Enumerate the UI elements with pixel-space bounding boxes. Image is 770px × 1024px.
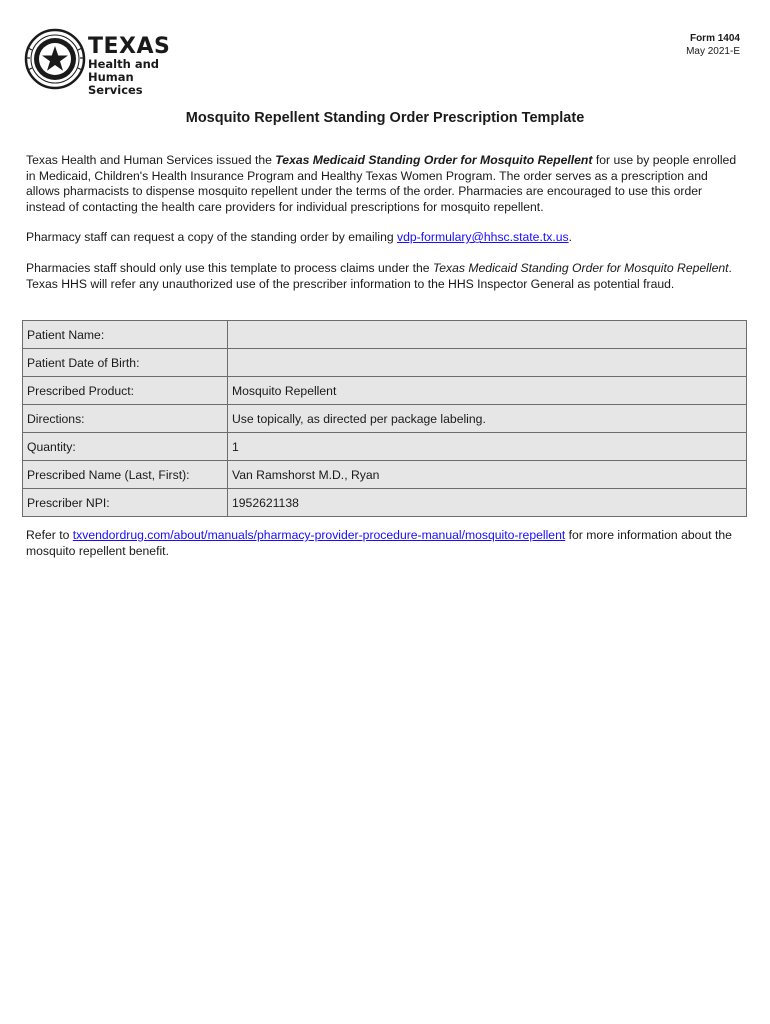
table-row xyxy=(23,377,747,405)
quantity-field[interactable]: 1 xyxy=(228,433,747,461)
warning-before: Pharmacies staff should only use this template to process claims under the xyxy=(26,261,433,275)
footer-before: Refer to xyxy=(26,528,73,542)
request-paragraph xyxy=(26,230,742,246)
warning-order-name: Texas Medicaid Standing Order for Mosquito Repellent xyxy=(432,261,729,275)
intro-before: Texas Health and Human Services issued the xyxy=(26,153,276,167)
intro-paragraph xyxy=(26,153,742,215)
table-row xyxy=(23,405,747,433)
texas-hhs-logo xyxy=(24,28,194,98)
request-before: Pharmacy staff can request a copy of the standing order by emailing xyxy=(26,230,398,244)
intro-after: for use by people enrolled in Medicaid, Children's Health Insurance Program and Healthy Texas Women Program. The order serves as a prescription and allows pharmacists to dispense mosquito repellent under the terms of the order. Pharmacies are encouraged to use this order instead of contacting the health care providers for individual prescriptions for mosquito repellent. xyxy=(26,153,737,214)
row-label: Prescribed Product: xyxy=(23,377,228,405)
prescriber-name-field[interactable]: Van Ramshorst M.D., Ryan xyxy=(228,461,747,489)
footer-paragraph xyxy=(26,528,742,559)
table-row xyxy=(23,461,747,489)
row-label: Prescriber NPI: xyxy=(23,489,228,517)
table-row xyxy=(23,489,747,517)
patient-name-field[interactable] xyxy=(228,321,747,349)
logo-wordmark xyxy=(88,36,194,97)
row-label: Quantity: xyxy=(23,433,228,461)
intro-order-name: Texas Medicaid Standing Order for Mosquito Repellent xyxy=(275,153,593,167)
row-label: Patient Date of Birth: xyxy=(23,349,228,377)
row-label: Prescribed Name (Last, First): xyxy=(23,461,228,489)
table-row xyxy=(23,433,747,461)
request-after: . xyxy=(568,230,572,244)
prescription-table xyxy=(22,320,747,517)
row-label: Directions: xyxy=(23,405,228,433)
form-date: May 2021-E xyxy=(686,46,740,57)
manual-link[interactable]: txvendordrug.com/about/manuals/pharmacy-provider-procedure-manual/mosquito-repellent xyxy=(72,528,566,542)
patient-dob-field[interactable] xyxy=(228,349,747,377)
row-label: Patient Name: xyxy=(23,321,228,349)
form-number: Form 1404 xyxy=(689,33,740,44)
table-row xyxy=(23,321,747,349)
email-link[interactable]: vdp-formulary@hhsc.state.tx.us xyxy=(397,230,569,244)
table-row xyxy=(23,349,747,377)
footer-after: for more information about the mosquito repellent benefit. xyxy=(26,528,732,558)
form-meta xyxy=(686,32,740,58)
logo-line2: Health and Human xyxy=(88,57,159,84)
page-title: Mosquito Repellent Standing Order Prescription Template xyxy=(185,110,585,126)
logo-texas: TEXAS xyxy=(88,34,171,59)
warning-paragraph xyxy=(26,261,742,292)
directions-field[interactable]: Use topically, as directed per package labeling. xyxy=(228,405,747,433)
prescriber-npi-field[interactable]: 1952621138 xyxy=(228,489,747,517)
logo-line3: Services xyxy=(88,83,143,97)
warning-after: . Texas HHS will refer any unauthorized use of the prescriber information to the HHS Inspector General as potential fraud. xyxy=(26,261,732,291)
texas-seal-icon xyxy=(24,28,86,90)
product-field[interactable]: Mosquito Repellent xyxy=(228,377,747,405)
